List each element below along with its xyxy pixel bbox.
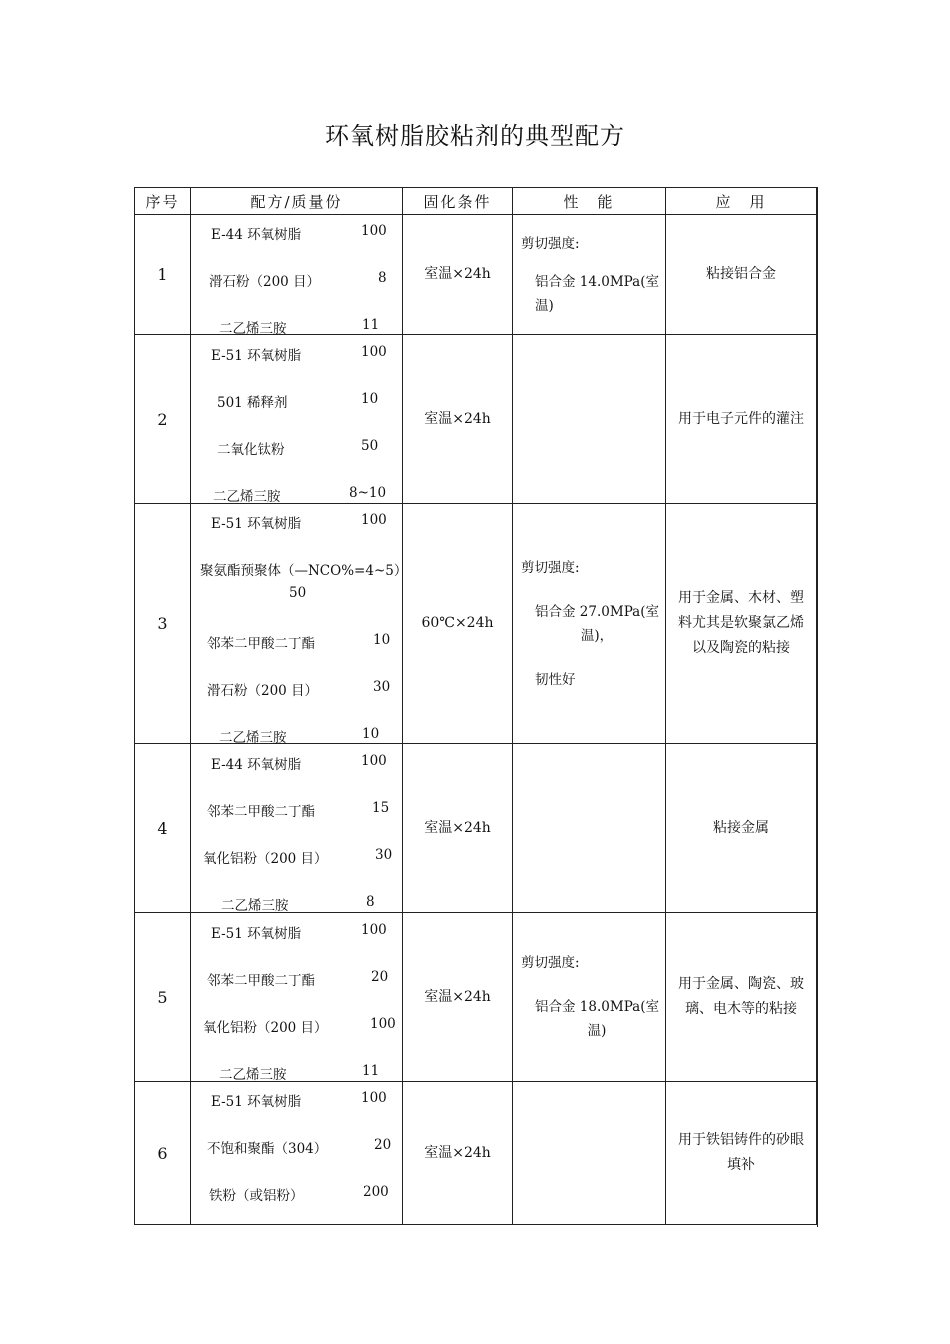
ingredient-qty: 100 <box>361 223 387 239</box>
header-cure: 固化条件 <box>403 188 513 215</box>
formula-table <box>134 187 817 1225</box>
performance-cell <box>513 913 666 1082</box>
ingredient-name: 邻苯二甲酸二丁酯 <box>207 973 315 989</box>
performance-line: 剪切强度: <box>521 955 580 971</box>
formula-cell <box>191 215 403 335</box>
ingredient-name: 氧化铝粉（200 目） <box>203 851 328 867</box>
performance-line: 铝合金 27.0MPa(室温)， <box>535 603 659 644</box>
ingredient-qty: 10 <box>373 632 391 648</box>
ingredient-name: 滑石粉（200 目） <box>209 274 321 290</box>
ingredient-name: 二乙烯三胺 <box>219 321 287 337</box>
cure-cell: 室温×24h <box>403 215 513 335</box>
ingredient-qty: 50 <box>289 585 307 601</box>
performance-line: 铝合金 14.0MPa(室温) <box>535 273 659 314</box>
ingredient-qty: 30 <box>375 847 393 863</box>
ingredient-name: 滑石粉（200 目） <box>207 683 319 699</box>
ingredient-name: 邻苯二甲酸二丁酯 <box>207 804 315 820</box>
ingredient-name: E-51 环氧树脂 <box>211 926 302 942</box>
header-performance: 性 能 <box>513 188 666 215</box>
ingredient-name: E-44 环氧树脂 <box>211 227 302 243</box>
ingredient-name: 二乙烯三胺 <box>213 489 281 505</box>
ingredient-qty: 100 <box>361 344 387 360</box>
cure-cell: 室温×24h <box>403 335 513 504</box>
performance-cell <box>513 215 666 335</box>
ingredient-qty: 8~10 <box>349 485 387 501</box>
table-row <box>135 215 817 335</box>
row-number: 1 <box>135 215 191 335</box>
performance-line: 剪切强度: <box>521 559 580 576</box>
ingredient-name: 二氧化钛粉 <box>217 442 285 458</box>
formula-cell <box>191 913 403 1082</box>
application-cell: 用于金属、陶瓷、玻璃、电木等的粘接 <box>666 913 817 1082</box>
ingredient-name: E-51 环氧树脂 <box>211 1094 302 1110</box>
header-no: 序号 <box>135 188 191 215</box>
ingredient-qty: 100 <box>361 922 387 938</box>
cure-cell: 室温×24h <box>403 913 513 1082</box>
ingredient-name: E-51 环氧树脂 <box>211 348 302 364</box>
formula-cell <box>191 744 403 913</box>
ingredient-qty: 10 <box>362 726 380 742</box>
ingredient-name: 二乙烯三胺 <box>219 1067 287 1083</box>
ingredient-qty: 100 <box>361 512 387 528</box>
cure-cell: 室温×24h <box>403 1082 513 1225</box>
header-application: 应 用 <box>666 188 817 215</box>
ingredient-name: 二乙烯三胺 <box>221 898 289 914</box>
header-formula: 配方/质量份 <box>191 188 403 215</box>
performance-cell <box>513 504 666 744</box>
cure-cell: 室温×24h <box>403 744 513 913</box>
ingredient-qty: 100 <box>361 1090 387 1106</box>
row-number: 6 <box>135 1082 191 1225</box>
table-row <box>135 504 817 744</box>
ingredient-qty: 15 <box>372 800 390 816</box>
ingredient-qty: 11 <box>362 1063 380 1079</box>
row-number: 5 <box>135 913 191 1082</box>
performance-cell <box>513 335 666 504</box>
table-row <box>135 913 817 1082</box>
performance-cell <box>513 1082 666 1225</box>
ingredient-qty: 100 <box>361 753 387 769</box>
table-double-border <box>817 187 818 1227</box>
ingredient-name: 氧化铝粉（200 目） <box>203 1020 328 1036</box>
ingredient-qty: 30 <box>373 679 391 695</box>
application-cell: 用于金属、木材、塑料尤其是软聚氯乙烯以及陶瓷的粘接 <box>666 504 817 744</box>
ingredient-name: E-44 环氧树脂 <box>211 757 302 773</box>
ingredient-qty: 10 <box>361 391 379 407</box>
ingredient-name: E-51 环氧树脂 <box>211 516 302 532</box>
ingredient-name: 二乙烯三胺 <box>219 730 287 746</box>
performance-cell <box>513 744 666 913</box>
performance-line: 韧性好 <box>535 671 576 688</box>
ingredient-qty: 20 <box>371 969 389 985</box>
ingredient-name: 邻苯二甲酸二丁酯 <box>207 636 315 652</box>
ingredient-qty: 20 <box>374 1137 392 1153</box>
ingredient-name: 不饱和聚酯（304） <box>207 1141 328 1157</box>
formula-cell <box>191 504 408 746</box>
row-number: 2 <box>135 335 191 504</box>
ingredient-name: 聚氨酯预聚体（—NCO%=4~5） <box>200 563 408 579</box>
ingredient-name: 铁粉（或铝粉） <box>209 1188 304 1204</box>
performance-line: 铝合金 18.0MPa(室温) <box>535 999 659 1039</box>
table-row <box>135 744 817 913</box>
application-cell: 粘接金属 <box>666 744 817 913</box>
ingredient-qty: 100 <box>370 1016 396 1032</box>
table-row <box>135 335 817 504</box>
table-row <box>135 1082 817 1225</box>
row-number: 4 <box>135 744 191 913</box>
application-cell: 粘接铝合金 <box>666 215 817 335</box>
ingredient-qty: 200 <box>363 1184 389 1200</box>
ingredient-qty: 8 <box>366 894 375 910</box>
formula-cell <box>191 1082 403 1225</box>
ingredient-qty: 8 <box>378 270 387 286</box>
formula-cell <box>191 335 403 504</box>
ingredient-qty: 50 <box>361 438 379 454</box>
page-title: 环氧树脂胶粘剂的典型配方 <box>325 122 625 150</box>
cure-cell: 60℃×24h <box>403 504 513 744</box>
ingredient-qty: 11 <box>362 317 380 333</box>
application-cell: 用于电子元件的灌注 <box>666 335 817 504</box>
performance-line: 剪切强度: <box>521 235 580 252</box>
table-header-row <box>135 188 817 215</box>
row-number: 3 <box>135 504 191 744</box>
application-cell: 用于铁铝铸件的砂眼填补 <box>666 1082 817 1225</box>
ingredient-name: 501 稀释剂 <box>217 395 288 411</box>
